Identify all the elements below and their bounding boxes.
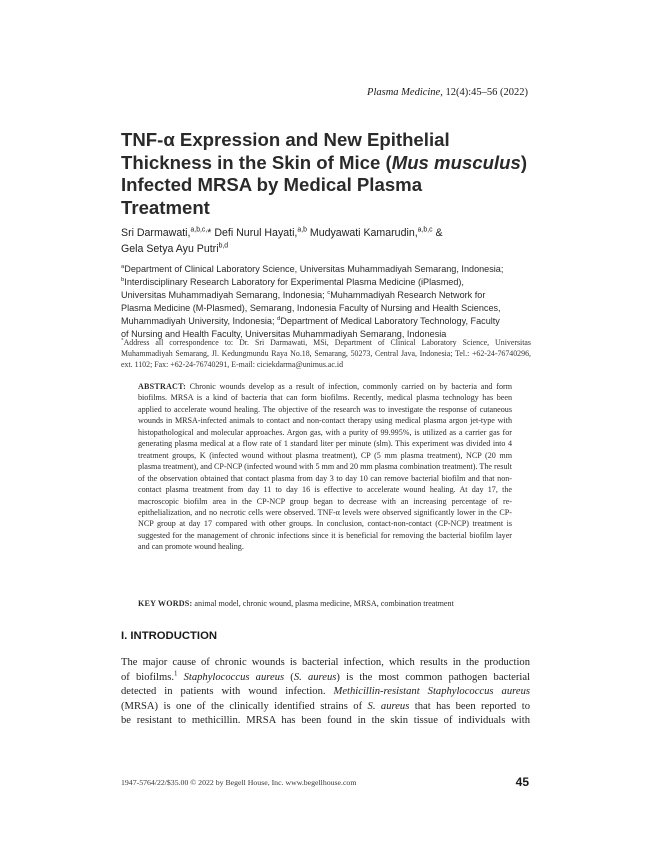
affil-b-2: Universitas Muhammadiyah Semarang, Indonesia; <box>121 290 325 300</box>
abstract-text: Chronic wounds develop as a result of infection, commonly carried on by bacteria and form biofilms. MRSA is a kind of bacteria that can form biofilms. Recently, medical plasma technology has been applied to accelerate wound healing. The objective of the research was to investigate the response of cutaneous wounds in MRSA-infected animals to contact and non-contact therapy using medical plasma argon jet-type with histopathological and molecular approaches. Argon gas, with a purity of 99.995%, is utilized as a carrier gas for generating plasma medical at a flow rate of 1 standard liter per minute (slm). This experiment was divided into 4 treatment groups, K (infected wound without plasma treatment), CP (5 mm plasma treatment), NCP (20 mm plasma treatment), and CP-NCP (infected wound with 5 mm and 20 mm plasma combination treatment). The result of the observation obtained that contact plasma from day 3 to day 10 can remove bacterial biofilm and that non-contact plasma treatment from day 11 to day 16 is effective to accelerate wound healing. At day 17, the macroscopic biofilm area in the CP-NCP group began to decrease with an increasing percentage of re-epithelialization, and no necrotic cells were observed. TNF-α levels were observed significantly lower in the CP-NCP group at day 17 compared with other groups. In conclusion, contact-non-contact (CP-NCP) treatment is suggested for the management of chronic infections since it is beneficial for removing the bacterial biofilm layer and can promote wound healing. <box>138 382 512 552</box>
intro-line-2 <box>121 671 530 686</box>
intro-l4-a: (MRSA) is one of the clinically identified strains of <box>121 700 368 712</box>
article-title <box>121 129 541 219</box>
intro-l3-a: detected in patients with wound infection. <box>121 686 334 698</box>
title-line-4: Treatment <box>121 196 210 218</box>
page-number: 45 <box>515 775 529 789</box>
author-1-affil: a,b,c, <box>190 226 208 234</box>
species-s-aureus: Staphylococcus aureus <box>183 671 285 683</box>
correspondence-note <box>121 337 531 370</box>
intro-line-4 <box>121 700 530 715</box>
intro-line-3 <box>121 685 530 700</box>
author-1-star: * <box>207 227 212 239</box>
affil-a-mark: a <box>121 263 125 270</box>
abstract-label: ABSTRACT: <box>138 382 186 391</box>
title-line-2 <box>121 152 541 175</box>
title-line-1: TNF-α Expression and New Epithelial <box>121 129 450 150</box>
intro-line-5: be resistant to methicillin. MRSA has been found in the skin tissue of individuals with <box>121 715 530 727</box>
affil-d-2: of Nursing and Health Faculty, Universitas Muhammadiyah Semarang, Indonesia <box>121 329 447 339</box>
author-list <box>121 225 531 257</box>
keywords-text: animal model, chronic wound, plasma medicine, MRSA, combination treatment <box>192 599 454 608</box>
introduction-paragraph <box>121 656 530 729</box>
intro-l2-c: ( <box>284 671 294 683</box>
author-3: Mudyawati Kamarudin, <box>306 227 418 239</box>
journal-name: Plasma Medicine <box>367 87 441 98</box>
affil-a: Department of Clinical Laboratory Science, Universitas Muhammadiyah Semarang, Indonesia; <box>124 264 504 274</box>
title-line-2-text: Thickness in the Skin of Mice ( <box>121 151 392 173</box>
section-heading-introduction: I. INTRODUCTION <box>121 630 218 642</box>
author-4-affil: b,d <box>218 242 229 250</box>
abstract <box>138 381 512 553</box>
keywords <box>138 598 512 609</box>
affil-d-1: Department of Medical Laboratory Technology, Faculty <box>280 316 500 326</box>
citation-1: 1 <box>173 670 178 678</box>
intro-line-1: The major cause of chronic wounds is bacterial infection, which results in the production <box>121 657 530 668</box>
affil-c-2: Plasma Medicine (M-Plasmed), Semarang, Indonesia Faculty of Nursing and Health Sciences, <box>121 303 501 313</box>
correspondence-star: * <box>121 337 124 344</box>
author-3-end: & <box>432 227 443 239</box>
affil-b-mark: b <box>121 276 125 283</box>
footer-issn: 1947-5764/22/$35.00 © 2022 by Begell House, Inc. www.begellhouse.com <box>121 778 357 787</box>
intro-l2-a: of biofilms. <box>121 671 174 683</box>
author-3-affil: a,b,c <box>417 226 433 234</box>
author-1: Sri Darmawati, <box>121 227 191 239</box>
abbrev-s-aureus-2: S. aureus <box>367 700 410 712</box>
title-line-3: Infected MRSA by Medical Plasma <box>121 174 423 195</box>
intro-l4-b: that has been reported to <box>409 700 531 712</box>
title-species: Mus musculus <box>391 151 521 173</box>
affil-b-1: Interdisciplinary Research Laboratory for Experimental Plasma Medicine (iPlasmed), <box>124 277 464 287</box>
affil-c-3: Muhammadiyah University, Indonesia; <box>121 316 275 326</box>
keywords-label: KEY WORDS: <box>138 599 193 608</box>
affil-d-mark: d <box>277 315 281 322</box>
title-line-2-end: ) <box>520 151 528 173</box>
affil-c-mark: c <box>327 289 331 296</box>
journal-citation <box>0 87 528 98</box>
species-mrsa: Methicillin-resistant Staphylococcus aureus <box>333 686 531 698</box>
affiliations <box>121 263 531 344</box>
author-2-affil: a,b <box>297 226 307 234</box>
author-4: Gela Setya Ayu Putri <box>121 243 219 255</box>
intro-l2-d: ) is the most common pathogen bacterial <box>336 671 530 683</box>
correspondence-text: Address all correspondence to: Dr. Sri Darmawati, MSi, Department of Clinical Laboratory Science, Universitas Muhammadiyah Semarang, Jl. Kedungmundu Raya No.18, Semarang, 50273, Central Java, Indonesia; Tel.: +62-24-76740296, ext. 1102; Fax: +62-24-76740291, E-mail: ciciekdarma@unimus.ac.id <box>121 338 531 369</box>
affil-c-1: Muhammadiyah Research Network for <box>330 290 486 300</box>
journal-volume: , 12(4):45–56 (2022) <box>440 87 528 98</box>
abbrev-s-aureus: S. aureus <box>293 671 337 683</box>
author-2: Defi Nurul Hayati, <box>211 227 298 239</box>
